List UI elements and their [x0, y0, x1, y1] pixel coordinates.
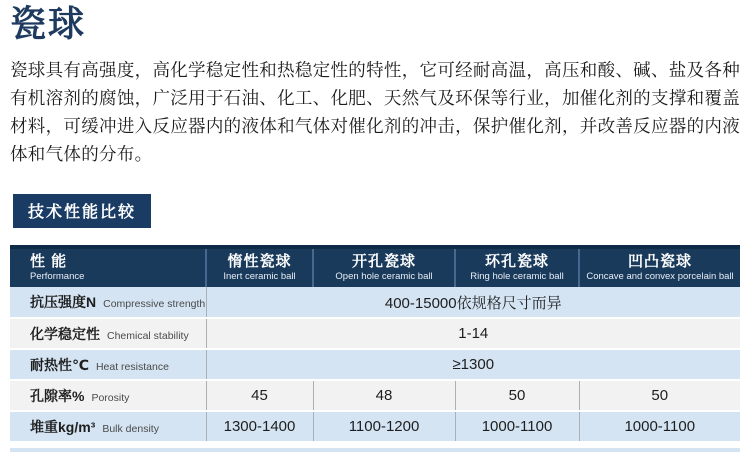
column-header-concave-convex-ball [579, 247, 740, 287]
section-header-label: 技术性能比较 [28, 204, 137, 221]
cell-merged-value: 1-14 [206, 318, 740, 349]
row-label [10, 287, 206, 318]
column-header-en: Concave and convex porcelain ball [586, 271, 734, 282]
table-row-bulk-density [10, 411, 740, 442]
cell-value: 45 [206, 380, 313, 411]
cell-value: 1000-1100 [579, 411, 740, 442]
row-label-en: Porosity [91, 391, 130, 404]
row-label-en: Chemical stability [107, 329, 189, 342]
cell-value: 50 [579, 380, 740, 411]
column-header-zh: 开孔瓷球 [351, 253, 416, 270]
row-label [10, 411, 206, 442]
row-label-zh: 堆重kg/m³ [30, 418, 96, 435]
column-header-open-hole-ceramic-ball [313, 247, 455, 287]
cell-value: 1100-1200 [313, 411, 455, 442]
section-header [13, 194, 151, 228]
cell-value: 1300-1400 [206, 411, 313, 442]
column-header-performance [10, 247, 206, 287]
product-description: 瓷球具有高强度，高化学稳定性和热稳定性的特性，它可经耐高温，高压和酸、碱、盐及各种有机溶剂的腐蚀，广泛用于石油、化工、化肥、天然气及环保等行业，加催化剂的支撑和覆盖材料，可缓冲进入反应器内的液体和气体对催化剂的冲击，保护催化剂，并改善反应器的内液体和气体的分布。 [10, 60, 740, 164]
cell-value: 50 [455, 380, 579, 411]
row-label-en: Heat resistance [95, 360, 169, 373]
column-header-inert-ceramic-ball [206, 247, 313, 287]
partially-visible-next-row [10, 448, 740, 452]
row-label [10, 349, 206, 380]
table-row-porosity [10, 380, 740, 411]
column-header-zh: 惰性瓷球 [227, 253, 292, 270]
cell-value: 48 [313, 380, 455, 411]
cell-merged-value: ≥1300 [206, 349, 740, 380]
performance-comparison-table [10, 245, 740, 443]
row-label-zh: 耐热性℃ [30, 356, 89, 373]
table-header-row [10, 247, 740, 287]
table-row-chemical-stability [10, 318, 740, 349]
column-header-zh: 性 能 [30, 253, 68, 270]
row-label-en: Compressive strength [103, 298, 206, 310]
row-label [10, 318, 206, 349]
column-header-zh: 环孔瓷球 [484, 253, 549, 270]
page-title: 瓷球 [10, 3, 87, 44]
column-header-en: Ring hole ceramic ball [470, 271, 564, 282]
column-header-ring-hole-ceramic-ball [455, 247, 579, 287]
row-label-zh: 抗压强度N [30, 294, 97, 310]
column-header-en: Inert ceramic ball [223, 271, 296, 282]
table-row-compressive-strength [10, 287, 740, 318]
column-header-zh: 凹凸瓷球 [627, 253, 692, 270]
row-label-en: Bulk density [102, 422, 159, 435]
cell-value: 1000-1100 [455, 411, 579, 442]
table-row-heat-resistance [10, 349, 740, 380]
cell-merged-value: 400-15000依规格尺寸而异 [206, 287, 740, 318]
column-header-en: Open hole ceramic ball [335, 271, 433, 282]
row-label-zh: 孔隙率% [30, 387, 85, 404]
column-header-en: Performance [30, 271, 85, 282]
row-label-zh: 化学稳定性 [30, 325, 100, 342]
row-label [10, 380, 206, 411]
